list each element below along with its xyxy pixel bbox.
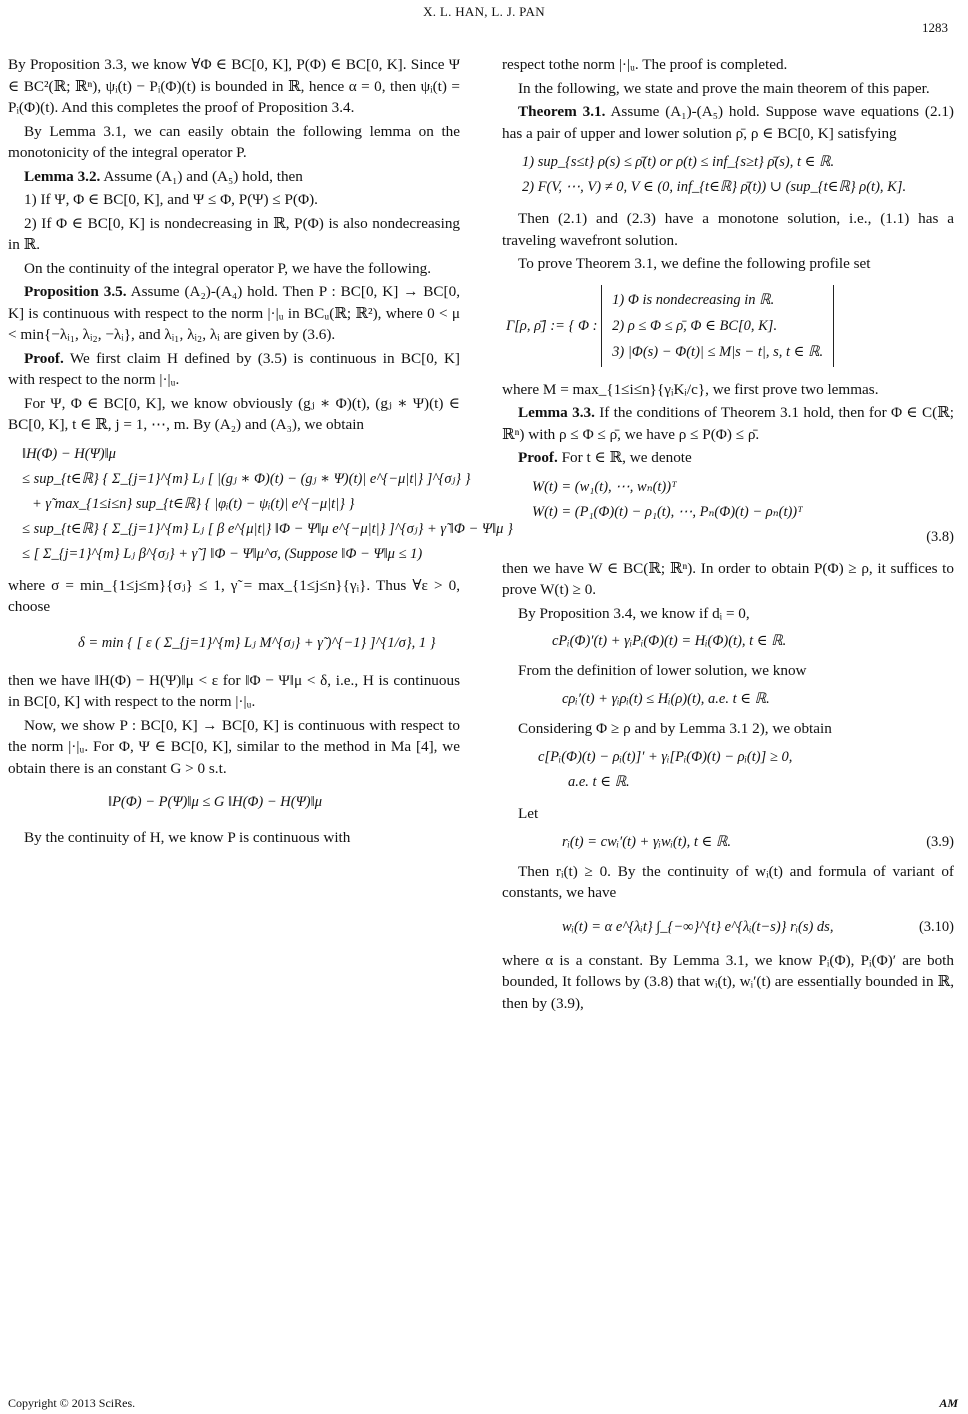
proposition-3-5	[8, 281, 460, 346]
paragraph: where σ = min_{1≤j≤m}{σⱼ} ≤ 1, γ̃ = max_{1≤j≤n}{γᵢ}. Thus ∀ε > 0, choose	[8, 576, 460, 615]
running-header-authors: X. L. HAN, L. J. PAN	[423, 4, 545, 19]
right-column	[502, 54, 954, 1016]
paragraph: respect tothe norm |·|ᵤ. The proof is completed.	[502, 56, 788, 73]
equation-p-bound: ‖P(Φ) − P(Ψ)‖μ ≤ G ‖H(Φ) − H(Ψ)‖μ	[108, 794, 322, 810]
proof-text: We first claim H defined by (3.5) is continuous in BC[0, K] with respect to the norm |·|ᵤ.	[8, 349, 460, 388]
paragraph: By Proposition 3.3, we know ∀Φ ∈ BC[0, K], P(Φ) ∈ BC[0, K]. Since Ψ ∈ BC²(ℝ; ℝⁿ), ψᵢ(t) − Pᵢ(Φ)(t) is bounded in ℝ, hence α = 0, then ψᵢ(t) = Pᵢ(Φ)(t). And this completes the proof of Proposition 3.4.	[8, 56, 460, 116]
equation-difference	[502, 745, 954, 795]
equation-line: 1) sup_{s≤t} ρ(s) ≤ ρ̄(t) or ρ(t) ≤ inf_{s≥t} ρ̄(s), t ∈ ℝ.	[522, 154, 835, 170]
paragraph: then we have ‖H(Φ) − H(Ψ)‖μ < ε for ‖Φ − Ψ‖μ < δ, i.e., H is continuous in BC[0, K] with respect to the norm |·|ᵤ.	[8, 671, 460, 710]
equation-lower-solution: cρᵢ′(t) + γᵢρᵢ(t) ≤ Hᵢ(ρ)(t), a.e. t ∈ ℝ.	[562, 690, 770, 707]
set-conditions	[601, 285, 834, 367]
paragraph: Considering Φ ≥ ρ and by Lemma 3.1 2), we obtain	[518, 719, 832, 737]
paragraph: In the following, we state and prove the main theorem of this paper.	[518, 79, 930, 97]
equation-3-9	[502, 831, 954, 853]
paragraph: Then rᵢ(t) ≥ 0. By the continuity of wᵢ(t) and formula of variant of constants, we have	[502, 862, 954, 901]
equation-line: ≤ sup_{t∈ℝ} { Σ_{j=1}^{m} Lⱼ [ |(gⱼ ∗ Φ)(t) − (gⱼ ∗ Ψ)(t)| e^{−μ|t|} ]^{σⱼ} }	[22, 470, 471, 487]
paragraph: By Lemma 3.1, we can easily obtain the following lemma on the monotonicity of the integral operator P.	[8, 122, 460, 161]
set-condition: 2) ρ ≤ Φ ≤ ρ̄, Φ ∈ BC[0, K].	[612, 317, 778, 334]
equation-body: wᵢ(t) = α e^{λᵢt} ∫_{−∞}^{t} e^{λᵢ(t−s)} rᵢ(s) ds,	[562, 918, 834, 935]
equation-p-ode: cPᵢ(Φ)′(t) + γᵢPᵢ(Φ)(t) = Hᵢ(Φ)(t), t ∈ ℝ.	[552, 633, 787, 649]
paragraph: To prove Theorem 3.1, we define the following profile set	[518, 255, 871, 272]
footer-journal: AM	[939, 1396, 958, 1410]
set-lhs: Γ[ρ, ρ̄] := { Φ :	[506, 317, 598, 334]
equation-line: ≤ sup_{t∈ℝ} { Σ_{j=1}^{m} Lⱼ [ β e^{μ|t|} ‖Φ − Ψ‖μ e^{−μ|t|} ]^{σⱼ} + γ̃ ‖Φ − Ψ‖μ }	[22, 520, 513, 537]
paragraph: where α is a constant. By Lemma 3.1, we know Pᵢ(Φ), Pᵢ(Φ)′ are both bounded, It follows by (3.8) that wᵢ(t), wᵢ′(t) are essentially bounded in ℝ, then by (3.9),	[502, 951, 954, 1012]
proof	[8, 348, 460, 391]
proof-title: Proof.	[518, 449, 558, 466]
equation-number: (3.8)	[926, 528, 954, 545]
equation-delta: δ = min { [ ε ( Σ_{j=1}^{m} Lⱼ M^{σⱼ} + γ̃ )^{−1} ]^{1/σ}, 1 }	[78, 634, 436, 651]
paragraph: Then (2.1) and (2.3) have a monotone solution, i.e., (1.1) has a traveling wavefront solution.	[502, 210, 954, 249]
equation-line: a.e. t ∈ ℝ.	[568, 774, 630, 790]
equation-line: ≤ [ Σ_{j=1}^{m} Lⱼ β^{σⱼ} + γ̃ ] ‖Φ − Ψ‖μ^σ, (Suppose ‖Φ − Ψ‖μ ≤ 1)	[22, 545, 423, 562]
paragraph: From the definition of lower solution, we know	[518, 662, 807, 679]
left-column	[8, 54, 513, 851]
proof	[502, 447, 954, 469]
equation-3-8	[502, 475, 954, 550]
lemma-text: If the conditions of Theorem 3.1 hold, then for Φ ∈ C(ℝ; ℝⁿ) with ρ ≤ Φ ≤ ρ̄, we have ρ ≤ P(Φ) ≤ ρ̄.	[502, 404, 954, 443]
paragraph: Let	[518, 805, 539, 822]
paragraph: where M = max_{1≤i≤n}{γᵢKᵢ/c}, we first prove two lemmas.	[502, 380, 879, 398]
set-condition: 1) Φ is nondecreasing in ℝ.	[612, 291, 775, 308]
lemma-3-2	[8, 166, 460, 188]
equation-line: 2) F(V, ⋯, V) ≠ 0, V ∈ (0, inf_{t∈ℝ} ρ̄(t)) ∪ (sup_{t∈ℝ} ρ(t), K].	[522, 179, 907, 195]
theorem-conditions	[502, 150, 954, 200]
footer-copyright: Copyright © 2013 SciRes.	[8, 1396, 136, 1410]
paragraph: then we have W ∈ BC(ℝ; ℝⁿ). In order to obtain P(Φ) ≥ ρ, it suffices to prove W(t) ≥ 0.	[502, 559, 954, 598]
theorem-title: Theorem 3.1.	[518, 103, 606, 120]
equation-number: (3.9)	[926, 833, 954, 850]
lemma-text: Assume (A₁) and (A₅) hold, then	[100, 167, 303, 185]
page-number: 1283	[922, 20, 948, 35]
paragraph: On the continuity of the integral operator P, we have the following.	[24, 259, 432, 277]
paragraph: For Ψ, Φ ∈ BC[0, K], we know obviously (gⱼ ∗ Φ)(t), (gⱼ ∗ Ψ)(t) ∈ BC[0, K], t ∈ ℝ, j = 1, ⋯, m. By (A₂) and (A₃), we obtain	[8, 394, 460, 433]
proposition-title: Proposition 3.5.	[24, 283, 127, 300]
theorem-3-1	[502, 101, 954, 144]
lemma-title: Lemma 3.2.	[24, 167, 101, 185]
lemma-3-3	[502, 402, 954, 445]
profile-set-definition	[502, 285, 954, 367]
equation-3-10	[502, 916, 954, 938]
paragraph: Now, we show P : BC[0, K] → BC[0, K] is continuous with respect to the norm |·|ᵤ. For Φ, Ψ ∈ BC[0, K], similar to the method in Ma [4], we obtain there is an constant G > 0 s.t.	[8, 716, 460, 777]
equation-line: W(t) = (P₁(Φ)(t) − ρ₁(t), ⋯, Pₙ(Φ)(t) − ρₙ(t))ᵀ	[532, 503, 803, 520]
proposition-text: Assume (A₂)-(A₄) hold. Then P : BC[0, K] → BC[0, K] is continuous with respect to the norm |·|ᵤ in BCᵤ(ℝ; ℝ²), where 0 < μ < min{−λᵢ₁, λᵢ₂, −λᵢ}, and λᵢ₁, λᵢ₂, λᵢ are given by (3.6).	[8, 283, 461, 343]
lemma-title: Lemma 3.3.	[518, 404, 595, 421]
equation-line: W(t) = (w₁(t), ⋯, wₙ(t))ᵀ	[532, 478, 677, 495]
equation-line: + γ̃ max_{1≤i≤n} sup_{t∈ℝ} { |φᵢ(t) − ψᵢ(t)| e^{−μ|t|} }	[32, 495, 355, 512]
paragraph: By Proposition 3.4, we know if dᵢ = 0,	[518, 604, 750, 622]
equation-line: ‖H(Φ) − H(Ψ)‖μ	[22, 445, 116, 462]
theorem-text: Assume (A₁)-(A₅) hold. Suppose wave equations (2.1) has a pair of upper and lower solution ρ̄, ρ ∈ BC[0, K] satisfying	[502, 103, 954, 142]
lemma-item: 1) If Ψ, Φ ∈ BC[0, K], and Ψ ≤ Φ, P(Ψ) ≤ P(Φ).	[24, 191, 318, 208]
equation-number: (3.10)	[918, 918, 954, 935]
equation-estimate	[8, 442, 513, 567]
equation-line: c[Pᵢ(Φ)(t) − ρᵢ(t)]′ + γᵢ[Pᵢ(Φ)(t) − ρᵢ(t)] ≥ 0,	[538, 749, 793, 765]
proof-title: Proof.	[24, 349, 64, 367]
lemma-item: 2) If Φ ∈ BC[0, K] is nondecreasing in ℝ, P(Φ) is also nondecreasing in ℝ.	[8, 214, 461, 253]
equation-body: rᵢ(t) = cwᵢ′(t) + γᵢwᵢ(t), t ∈ ℝ.	[562, 833, 731, 850]
set-condition: 3) |Φ(s) − Φ(t)| ≤ M|s − t|, s, t ∈ ℝ.	[612, 343, 824, 360]
paragraph: By the continuity of H, we know P is continuous with	[24, 829, 351, 846]
proof-text: For t ∈ ℝ, we denote	[557, 449, 692, 466]
